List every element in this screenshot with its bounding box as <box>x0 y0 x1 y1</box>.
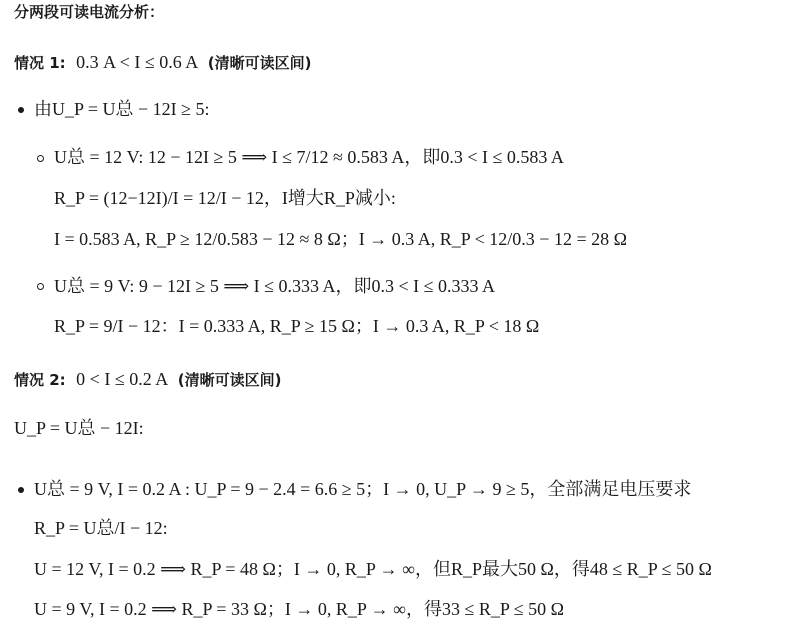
case2-range: 0 < I ≤ 0.2 A <box>76 369 168 389</box>
case1-bullet-text: 由U_P = U总 − 12I ≥ 5: <box>34 99 210 119</box>
case1-range: 0.3 A < I ≤ 0.6 A <box>76 52 198 72</box>
case2-formula: U_P = U总 − 12I: <box>14 418 144 438</box>
case1-note: (清晰可读区间) <box>207 54 312 72</box>
case1-sub2-line2: R_P = 9/I − 12：I = 0.333 A, R_P ≥ 15 Ω；I → 0.3 A, R_P < 18 Ω <box>54 316 540 336</box>
case2-heading-row <box>14 368 281 391</box>
sub-bullet-circle <box>37 155 44 162</box>
bullet-dot <box>18 107 24 113</box>
case1-sub1-line3: I = 0.583 A, R_P ≥ 12/0.583 − 12 ≈ 8 Ω；I → 0.3 A, R_P < 12/0.3 − 12 = 28 Ω <box>54 229 627 249</box>
case1-sub1-line2: R_P = (12−12I)/I = 12/I − 12，I增大R_P减小: <box>54 188 396 208</box>
case1-label: 情况 1: <box>14 54 66 72</box>
case1-heading-row <box>14 51 311 74</box>
case2-label: 情况 2: <box>14 371 66 389</box>
case2-note: (清晰可读区间) <box>177 371 282 389</box>
bullet-dot <box>18 487 24 493</box>
case1-sub2-line1: U总 = 9 V: 9 − 12I ≥ 5 ⟹ I ≤ 0.333 A，即0.3 < I ≤ 0.333 A <box>54 276 496 296</box>
case1-sub1-line1: U总 = 12 V: 12 − 12I ≥ 5 ⟹ I ≤ 7/12 ≈ 0.583 A，即0.3 < I ≤ 0.583 A <box>54 147 564 167</box>
page-title: 分两段可读电流分析： <box>14 3 165 21</box>
case2-bullet-line4: U = 9 V, I = 0.2 ⟹ R_P = 33 Ω；I → 0, R_P → ∞，得33 ≤ R_P ≤ 50 Ω <box>34 599 564 619</box>
case2-bullet-line1: U总 = 9 V, I = 0.2 A : U_P = 9 − 2.4 = 6.6 ≥ 5；I → 0, U_P → 9 ≥ 5，全部满足电压要求 <box>34 479 692 499</box>
case2-bullet-line3: U = 12 V, I = 0.2 ⟹ R_P = 48 Ω；I → 0, R_P → ∞，但R_P最大50 Ω，得48 ≤ R_P ≤ 50 Ω <box>34 559 712 579</box>
case2-bullet-line2: R_P = U总/I − 12: <box>34 518 168 538</box>
sub-bullet-circle <box>37 283 44 290</box>
